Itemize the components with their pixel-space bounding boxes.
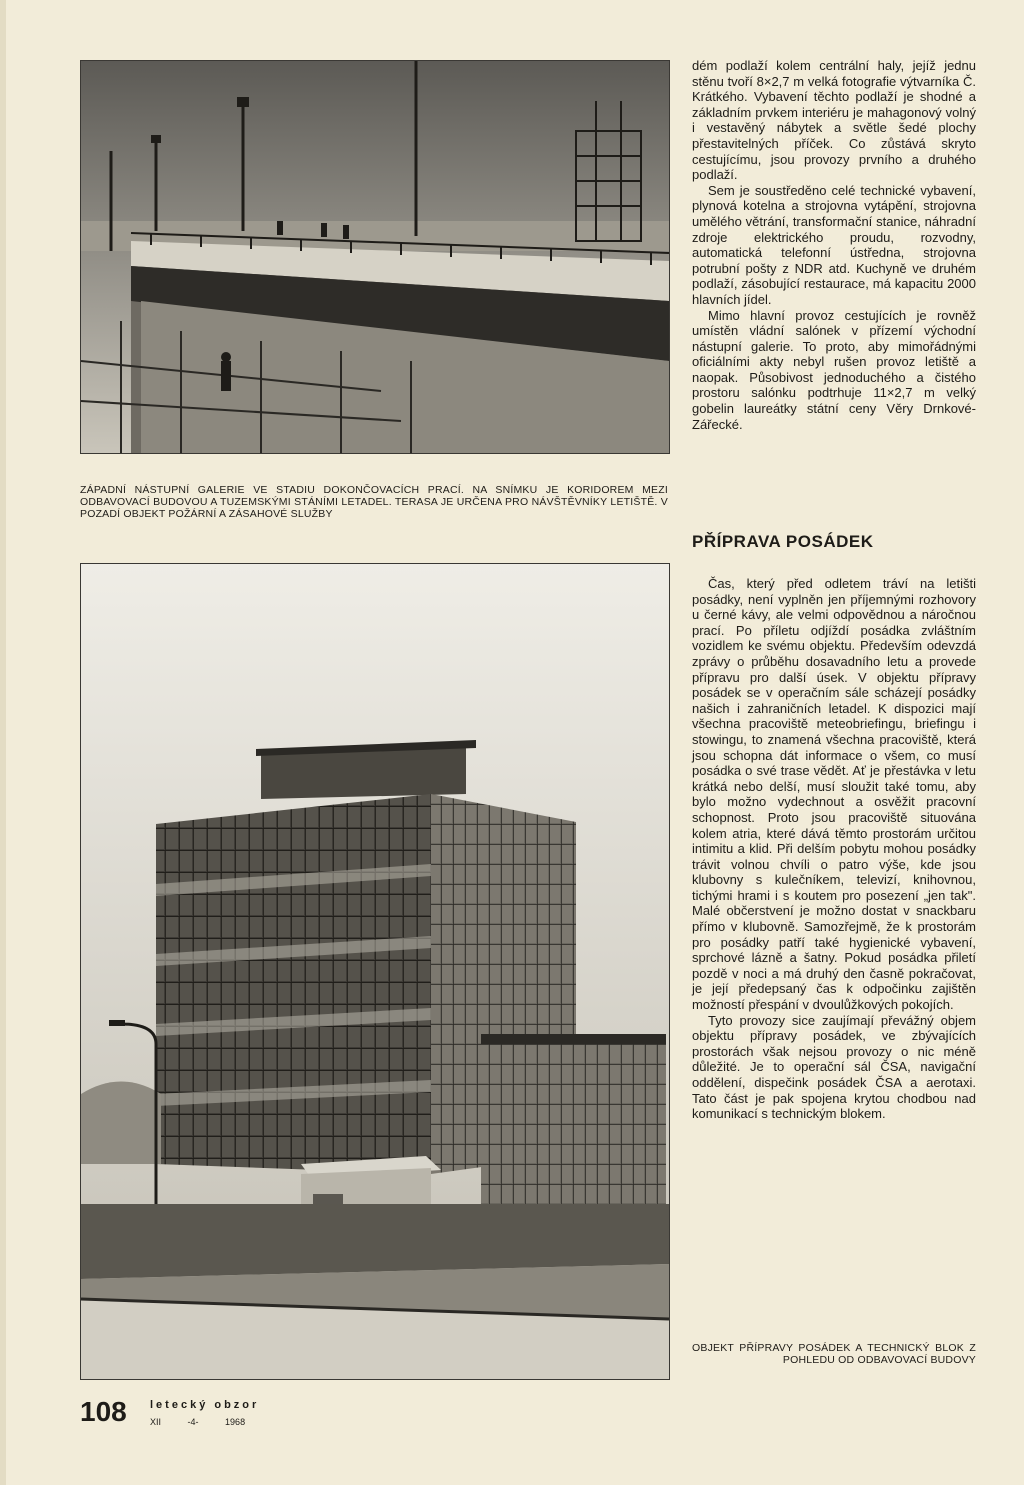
photo-crew-building-image <box>81 564 669 1379</box>
photo-west-gallery-image <box>81 61 669 453</box>
page-number: 108 <box>80 1396 127 1427</box>
issue: -4- <box>187 1417 199 1427</box>
magazine-issue <box>150 1417 269 1427</box>
photo-crew-building <box>80 563 670 1380</box>
photo-west-gallery-caption: ZÁPADNÍ NÁSTUPNÍ GALERIE VE STADIU DOKONČOVACÍCH PRACÍ. NA SNÍMKU JE KORIDOREM MEZI ODBAVOVACÍ BUDOVOU A TUZEMSKÝMI STÁNÍMI LETADEL. TERASA JE URČENA PRO NÁVŠTĚVNÍKY LETIŠTĚ. V POZADÍ OBJEKT POŽÁRNÍ A ZÁSAHOVÉ SLUŽBY <box>80 484 668 520</box>
photo-crew-building-caption: OBJEKT PŘÍPRAVY POSÁDEK A TECHNICKÝ BLOK Z POHLEDU OD ODBAVOVACÍ BUDOVY <box>692 1342 976 1366</box>
photo-west-gallery <box>80 60 670 454</box>
paragraph: Sem je soustředěno celé technické vybavení, plynová kotelna a strojovna vytápění, strojovna umělého větrání, transformační stanice, náhradní zdroje elektrického proudu, rozvodny, automatická telefonní ústředna, strojovna potrubní pošty z NDR atd. Kuchyně ve druhém podlaží, zásobující restaurace, má kapacitu 2000 hlavních jídel. <box>692 182 976 307</box>
section-heading: PŘÍPRAVA POSÁDEK <box>692 532 874 551</box>
paragraph: Čas, který před odletem tráví na letišti posádky, není vyplněn jen příjemnými rozhovory u černé kávy, ale velmi odpovědnou a náročnou prací. Po příletu odjíždí posádka zvláštním vozidlem ke svému objektu. Především odevzdá zprávy o průběhu dosavadního letu a provede přípravu pro další úsek. V objektu přípravy posádek se v operačním sále scházejí posádky našich i zahraničních letadel. K dispozici mají všechna pracoviště meteobriefingu, briefingu i stowingu, to znamená všechna pracoviště, která jsou schopna dát informace o všem, co musí posádka o své trase vědět. Ať je přestávka v letu krátká nebo delší, musí sloužit také tomu, aby bylo možno vydechnout a osvěžit pracovní schopnost. Proto jsou pracoviště situována kolem atria, které dává těmto prostorám určitou intimitu a klid. Při delším pobytu mohou posádky trávit volnou chvíli o patro výše, kde jsou klubovny s kulečníkem, televizí, knihovnou, tichými hrami i s koutem pro posezení „jen tak". Malé občerstvení je možno dostat v snackbaru přímo v klubovně. Samozřejmě, že k prostorám pro posádky patří také hygienické vybavení, sprchové lázně a šatny. Pokud posádka přiletí pozdě v noci a má druhý den časně pokračovat, je její předepsaný čas k odpočinku zajištěn možností přespání v dvoulůžkových pokojích. <box>692 576 976 1013</box>
paragraph: Tyto provozy sice zaujímají převážný objem objektu přípravy posádek, ve zbývajících prostorách však nejsou provozy o nic méně důležité. Je to operační sál ČSA, navigační oddělení, dispečink posádek ČSA a aerotaxi. Tato část je pak spojena krytou chodbou nad komunikací s technickým blokem. <box>692 1012 976 1122</box>
paragraph: Mimo hlavní provoz cestujících je rovněž umístěn vládní salónek v přízemí východní nástupní galerie. To proto, aby mimořádnými oficiálními akty nebyl rušen provoz letiště a naopak. Působivost jednoduchého a čistého prostoru salónku podtrhuje 11×2,7 m velký gobelin laureátky státní ceny Věry Drnkové-Zářecké. <box>692 307 976 432</box>
volume: XII <box>150 1417 162 1427</box>
year: 1968 <box>225 1417 246 1427</box>
page-edge <box>0 0 6 1485</box>
article-column-top <box>692 58 976 432</box>
paragraph: dém podlaží kolem centrální haly, jejíž jednu stěnu tvoří 8×2,7 m velká fotografie výtvarníka Č. Krátkého. Vybavení těchto podlaží je shodné a základním prvkem interiéru je mahagonový volný i vestavěný nábytek a světle šedé plochy přestavitelných příček. Co zůstává skryto cestujícímu, jsou provozy prvního a druhého podlaží. <box>692 58 976 183</box>
magazine-title: letecký obzor <box>150 1399 260 1411</box>
article-column-bottom <box>692 576 976 1122</box>
